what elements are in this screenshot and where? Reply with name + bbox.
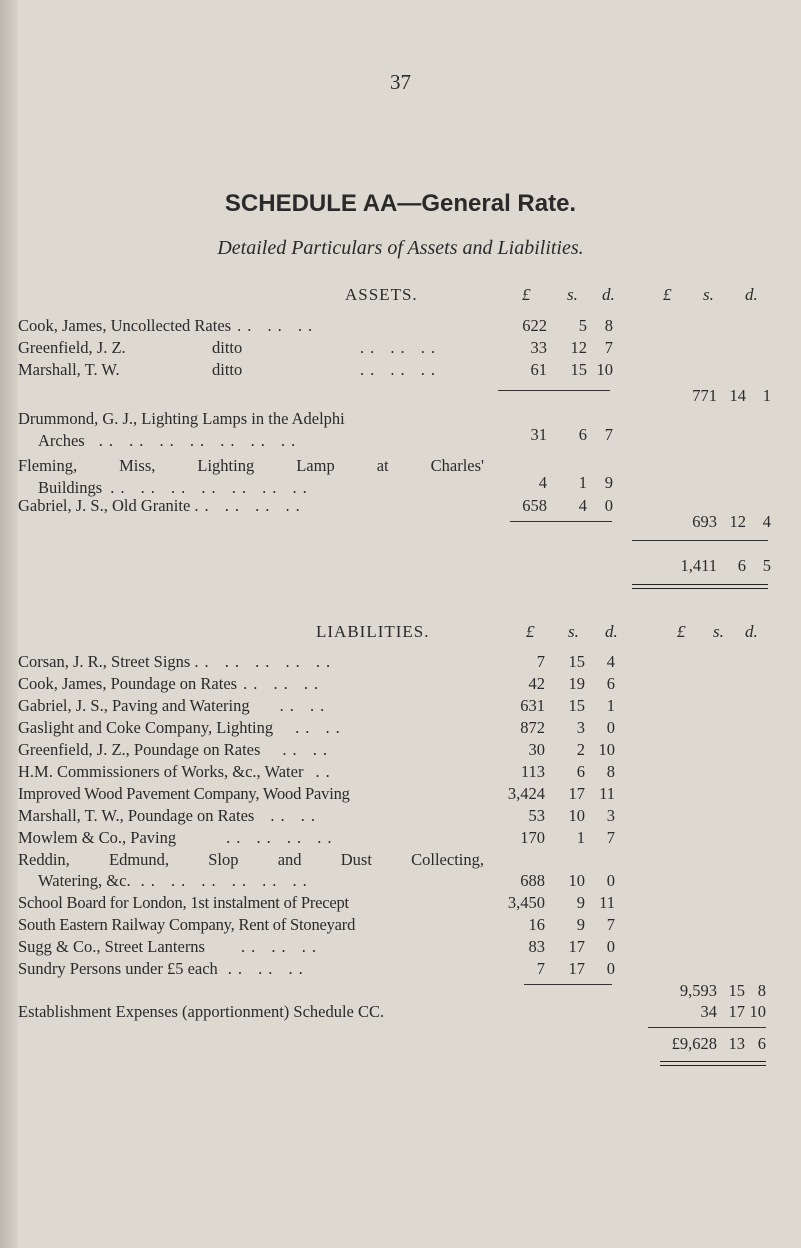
asset-pounds: 622 — [522, 316, 547, 335]
liability-pence: 7 — [606, 828, 615, 847]
establishment-label: Establishment Expenses (apportionment) Schedule CC. — [18, 1002, 385, 1021]
liability-label: Greenfield, J. Z., Poundage on Rates .. .. — [18, 740, 334, 759]
asset-shillings: 6 — [578, 425, 587, 444]
liability-shillings: 15 — [568, 696, 585, 715]
total-double-rule — [632, 584, 768, 589]
liability-label: Cook, James, Poundage on Rates .. .. .. — [18, 674, 325, 693]
leader-dots: .. .. .. — [360, 360, 441, 379]
sum-rule — [648, 1027, 766, 1028]
liabilities-total-pounds: £9,628 — [671, 1034, 717, 1053]
asset-shillings: 1 — [578, 473, 587, 492]
unit-shillings-total: s. — [713, 622, 724, 641]
liability-pounds: 42 — [528, 674, 545, 693]
liabilities-subtotal-pounds: 9,593 — [679, 981, 717, 1000]
page-edge-shadow — [0, 0, 18, 1248]
asset-pence: 10 — [596, 360, 613, 379]
liability-pence: 4 — [606, 652, 615, 671]
liability-shillings: 17 — [568, 959, 585, 978]
asset-label: Fleming, Miss, Lighting Lamp at Charles' — [18, 456, 484, 475]
subtotal-pounds: 693 — [692, 512, 717, 531]
unit-pounds: £ — [526, 622, 535, 641]
liabilities-total-shillings: 13 — [728, 1034, 745, 1053]
subtotal-pence: 4 — [762, 512, 771, 531]
page-number: 37 — [390, 70, 411, 94]
liability-label: Sundry Persons under £5 each .. .. .. — [18, 959, 309, 978]
liability-shillings: 9 — [576, 915, 585, 934]
leader-dots: .. .. .. — [360, 338, 441, 357]
liability-shillings: 15 — [568, 652, 585, 671]
liability-pence: 7 — [606, 915, 615, 934]
asset-pounds: 4 — [538, 473, 547, 492]
liability-pence: 11 — [599, 784, 615, 803]
liability-label: H.M. Commissioners of Works, &c., Water .. — [18, 762, 336, 781]
asset-pence: 0 — [604, 496, 613, 515]
establishment-pence: 10 — [749, 1002, 766, 1021]
subtotal-shillings: 12 — [729, 512, 746, 531]
liability-label: Gaslight and Coke Company, Lighting .. .. — [18, 718, 346, 737]
assets-total-pounds: 1,411 — [680, 556, 717, 575]
asset-ditto: ditto — [212, 338, 243, 357]
liability-pence: 1 — [606, 696, 615, 715]
liability-label: Marshall, T. W., Poundage on Rates .. .. — [18, 806, 321, 825]
liability-shillings: 6 — [576, 762, 585, 781]
liability-pounds: 7 — [536, 959, 545, 978]
asset-label: Drummond, G. J., Lighting Lamps in the Adelphi — [18, 409, 345, 428]
liability-pounds: 53 — [528, 806, 545, 825]
liability-label: Improved Wood Pavement Company, Wood Paving — [18, 784, 350, 803]
asset-pounds: 658 — [522, 496, 547, 515]
liability-shillings: 9 — [576, 893, 585, 912]
asset-pounds: 33 — [530, 338, 547, 357]
asset-pounds: 61 — [530, 360, 547, 379]
unit-shillings: s. — [568, 622, 579, 641]
unit-shillings: s. — [567, 285, 578, 304]
asset-label: Cook, James, Uncollected Rates .. .. .. — [18, 316, 319, 335]
unit-pence: d. — [602, 285, 615, 304]
liability-pounds: 3,450 — [507, 893, 545, 912]
liability-pounds: 872 — [520, 718, 545, 737]
sum-rule — [632, 540, 768, 541]
liability-pounds: 688 — [520, 871, 545, 890]
asset-pence: 8 — [604, 316, 613, 335]
unit-pence-total: d. — [745, 285, 758, 304]
asset-pence: 7 — [604, 425, 613, 444]
liability-pounds: 16 — [528, 915, 545, 934]
liabilities-total-pence: 6 — [757, 1034, 766, 1053]
liability-pounds: 113 — [520, 762, 545, 781]
liability-label: Corsan, J. R., Street Signs .. .. .. .. .. — [18, 652, 337, 671]
establishment-shillings: 17 — [728, 1002, 745, 1021]
asset-label: Marshall, T. W. — [18, 360, 120, 379]
liabilities-subtotal-pence: 8 — [757, 981, 766, 1000]
asset-label-cont: Arches .. .. .. .. .. .. .. — [38, 431, 302, 450]
unit-shillings-total: s. — [703, 285, 714, 304]
schedule-subtitle: Detailed Particulars of Assets and Liabilities. — [217, 237, 584, 259]
liability-label: Gabriel, J. S., Paving and Watering .. .. — [18, 696, 331, 715]
asset-pence: 9 — [604, 473, 613, 492]
liabilities-subtotal-shillings: 15 — [728, 981, 745, 1000]
assets-total-pence: 5 — [762, 556, 771, 575]
subtotal-pounds: 771 — [692, 386, 717, 405]
liability-pence: 3 — [606, 806, 615, 825]
asset-pounds: 31 — [530, 425, 547, 444]
liability-shillings: 3 — [576, 718, 585, 737]
liability-label: Mowlem & Co., Paving .. .. .. .. — [18, 828, 338, 847]
liability-shillings: 17 — [568, 784, 585, 803]
liability-pounds: 83 — [528, 937, 545, 956]
assets-heading: ASSETS. — [345, 285, 418, 304]
schedule-title: SCHEDULE AA—General Rate. — [224, 190, 577, 217]
liability-shillings: 2 — [576, 740, 585, 759]
liability-shillings: 10 — [568, 871, 585, 890]
liability-pence: 10 — [598, 740, 615, 759]
sum-rule — [498, 390, 610, 391]
asset-label-cont: Buildings .. .. .. .. .. .. .. — [38, 478, 313, 497]
total-double-rule — [660, 1061, 766, 1066]
liability-label: South Eastern Railway Company, Rent of Stoneyard — [18, 915, 356, 934]
subtotal-shillings: 14 — [729, 386, 746, 405]
asset-ditto: ditto — [212, 360, 243, 379]
liability-shillings: 17 — [568, 937, 585, 956]
establishment-pounds: 34 — [700, 1002, 717, 1021]
liability-pence: 0 — [606, 718, 615, 737]
asset-label: Gabriel, J. S., Old Granite .. .. .. .. — [18, 496, 306, 515]
sum-rule — [510, 521, 612, 522]
liability-pence: 0 — [606, 959, 615, 978]
liability-shillings: 19 — [568, 674, 585, 693]
liability-pounds: 30 — [528, 740, 545, 759]
liabilities-heading: LIABILITIES. — [316, 622, 430, 641]
liability-shillings: 10 — [568, 806, 585, 825]
liability-pence: 6 — [606, 674, 615, 693]
liability-pounds: 631 — [520, 696, 545, 715]
asset-pence: 7 — [604, 338, 613, 357]
sum-rule — [524, 984, 612, 985]
asset-label: Greenfield, J. Z. — [18, 338, 126, 357]
liability-pounds: 170 — [520, 828, 545, 847]
unit-pounds: £ — [522, 285, 531, 304]
liability-pounds: 7 — [536, 652, 545, 671]
liability-shillings: 1 — [576, 828, 585, 847]
liability-label: Reddin, Edmund, Slop and Dust Collecting, — [18, 850, 484, 869]
liability-label: Sugg & Co., Street Lanterns .. .. .. — [18, 937, 322, 956]
unit-pence-total: d. — [745, 622, 758, 641]
unit-pounds-total: £ — [677, 622, 686, 641]
liability-pence: 11 — [599, 893, 615, 912]
asset-shillings: 15 — [570, 360, 587, 379]
unit-pounds-total: £ — [663, 285, 672, 304]
liability-pence: 8 — [606, 762, 615, 781]
liability-pence: 0 — [606, 937, 615, 956]
liability-pounds: 3,424 — [507, 784, 545, 803]
liability-label-cont: Watering, &c. .. .. .. .. .. .. — [38, 871, 313, 890]
liability-label: School Board for London, 1st instalment of Precept — [18, 893, 349, 912]
asset-shillings: 12 — [570, 338, 587, 357]
unit-pence: d. — [605, 622, 618, 641]
subtotal-pence: 1 — [762, 386, 771, 405]
asset-shillings: 5 — [578, 316, 587, 335]
asset-shillings: 4 — [578, 496, 587, 515]
assets-total-shillings: 6 — [737, 556, 746, 575]
liability-pence: 0 — [606, 871, 615, 890]
